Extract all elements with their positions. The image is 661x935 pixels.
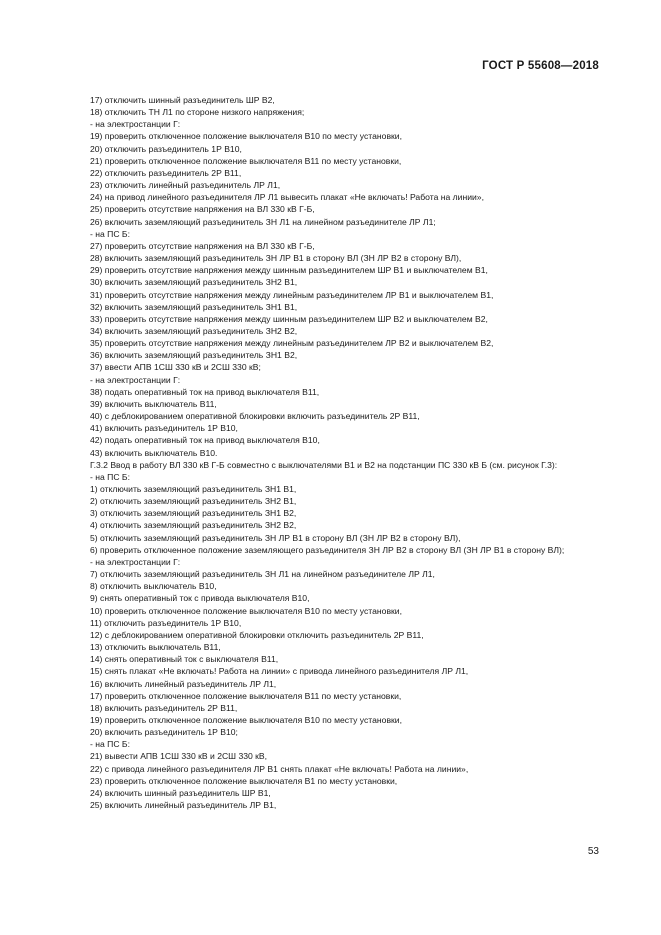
- list-item: 40) с деблокированием оперативной блокировки включить разъединитель 2Р В11,: [90, 411, 420, 422]
- list-item: 13) отключить выключатель В11,: [90, 642, 221, 653]
- list-item: 30) включить заземляющий разъединитель ЗН2 В1,: [90, 277, 298, 288]
- list-item: 20) отключить разъединитель 1Р В10,: [90, 143, 242, 154]
- list-item: 38) подать оперативный ток на привод выключателя В11,: [90, 386, 320, 397]
- list-item: 23) отключить линейный разъединитель ЛР Л1,: [90, 180, 281, 191]
- list-item: 3) отключить заземляющий разъединитель ЗН1 В2,: [90, 508, 297, 519]
- procedure-list-2a: [62, 471, 601, 544]
- list-item: 22) отключить разъединитель 2Р В11,: [90, 167, 242, 178]
- list-item: 25) включить линейный разъединитель ЛР В1,: [90, 800, 277, 811]
- list-item: 16) включить линейный разъединитель ЛР Л1,: [90, 678, 277, 689]
- list-item: 19) проверить отключенное положение выключателя В10 по месту установки,: [90, 131, 402, 142]
- list-item: 4) отключить заземляющий разъединитель ЗН2 В2,: [90, 520, 297, 531]
- list-item: 41) включить разъединитель 1Р В10,: [90, 423, 238, 434]
- list-item: 29) проверить отсутствие напряжения между шинным разъединителем ШР В1 и выключателем В1,: [90, 265, 488, 276]
- list-item: 10) проверить отключенное положение выключателя В10 по месту установки,: [90, 605, 402, 616]
- list-item: - на ПС Б:: [90, 228, 130, 239]
- list-item: 14) снять оперативный ток с выключателя В11,: [90, 654, 279, 665]
- list-item: 15) снять плакат «Не включать! Работа на линии» с привода линейного разъединителя ЛР Л1,: [90, 666, 469, 677]
- list-item: 12) с деблокированием оперативной блокировки отключить разъединитель 2Р В11,: [90, 629, 424, 640]
- list-item: 17) проверить отключенное положение выключателя В11 по месту установки,: [90, 690, 402, 701]
- list-item: 5) отключить заземляющий разъединитель ЗН ЛР В1 в сторону ВЛ (ЗН ЛР В2 в сторону ВЛ),: [90, 532, 461, 543]
- list-item: 42) подать оперативный ток на привод выключателя В10,: [90, 435, 320, 446]
- list-item: 1) отключить заземляющий разъединитель ЗН1 В1,: [90, 484, 297, 494]
- list-item: 23) проверить отключенное положение выключателя В1 по месту установки,: [90, 775, 398, 786]
- list-item: 31) проверить отсутствие напряжения между линейным разъединителем ЛР В1 и выключателем В1,: [90, 289, 494, 300]
- list-item: 17) отключить шинный разъединитель ШР В2,: [90, 95, 275, 105]
- list-item: 34) включить заземляющий разъединитель ЗН2 В2,: [90, 325, 298, 336]
- procedure-list-2b: [62, 556, 601, 811]
- list-item: 20) включить разъединитель 1Р В10;: [90, 727, 238, 738]
- list-item: - на ПС Б:: [90, 471, 130, 482]
- list-item: 18) отключить ТН Л1 по стороне низкого напряжения;: [90, 107, 305, 118]
- list-item: 39) включить выключатель В11,: [90, 398, 217, 409]
- list-item: 25) проверить отсутствие напряжения на ВЛ 330 кВ Г-Б,: [90, 204, 315, 215]
- list-item: 7) отключить заземляющий разъединитель ЗН Л1 на линейном разъединителе ЛР Л1,: [90, 569, 435, 580]
- document-body: [62, 94, 601, 811]
- step-paragraph-6: 6) проверить отключенное положение заземляющего разъединителя ЗН ЛР В2 в сторону ВЛ (ЗН ЛР В1 в сторону ВЛ);: [90, 544, 565, 555]
- list-item: 33) проверить отсутствие напряжения между шинным разъединителем ШР В2 и выключателем В2,: [90, 313, 488, 324]
- list-item: - на ПС Б:: [90, 739, 130, 750]
- list-item: 8) отключить выключатель В10,: [90, 581, 217, 592]
- list-item: 43) включить выключатель В10.: [90, 447, 218, 458]
- list-item: 11) отключить разъединитель 1Р В10,: [90, 617, 242, 628]
- page-number: 53: [587, 846, 599, 857]
- list-item: 24) на привод линейного разъединителя ЛР Л1 вывесить плакат «Не включать! Работа на линии»,: [90, 192, 484, 203]
- list-item: 27) проверить отсутствие напряжения на ВЛ 330 кВ Г-Б,: [90, 240, 315, 251]
- procedure-list-1: [62, 94, 601, 459]
- document-header: ГОСТ Р 55608—2018: [482, 60, 599, 72]
- list-item: 22) с привода линейного разъединителя ЛР В1 снять плакат «Не включать! Работа на линии»,: [90, 763, 469, 774]
- list-item: 37) ввести АПВ 1СШ 330 кВ и 2СШ 330 кВ;: [90, 362, 261, 373]
- list-item: 2) отключить заземляющий разъединитель ЗН2 В1,: [90, 496, 297, 507]
- list-item: - на электростанции Г:: [90, 374, 181, 385]
- list-item: 21) проверить отключенное положение выключателя В11 по месту установки,: [90, 155, 402, 166]
- list-item: 21) вывести АПВ 1СШ 330 кВ и 2СШ 330 кВ,: [90, 751, 268, 762]
- list-item: 18) включить разъединитель 2Р В11,: [90, 702, 238, 713]
- list-item: 35) проверить отсутствие напряжения между линейным разъединителем ЛР В2 и выключателем В2,: [90, 338, 494, 349]
- list-item: - на электростанции Г:: [90, 119, 181, 130]
- list-item: 26) включить заземляющий разъединитель ЗН Л1 на линейном разъединителе ЛР Л1;: [90, 216, 436, 227]
- list-item: 19) проверить отключенное положение выключателя В10 по месту установки,: [90, 714, 402, 725]
- list-item: 9) снять оперативный ток с привода выключателя В10,: [90, 593, 310, 604]
- section-paragraph-g32: Г.3.2 Ввод в работу ВЛ 330 кВ Г-Б совместно с выключателями В1 и В2 на подстанции ПС 330 кВ Б (см. рисунок Г.3):: [90, 459, 558, 470]
- list-item: 32) включить заземляющий разъединитель ЗН1 В1,: [90, 301, 298, 312]
- list-item: 24) включить шинный разъединитель ШР В1,: [90, 787, 271, 798]
- list-item: 36) включить заземляющий разъединитель ЗН1 В2,: [90, 350, 298, 361]
- list-item: 28) включить заземляющий разъединитель ЗН ЛР В1 в сторону ВЛ (ЗН ЛР В2 в сторону ВЛ),: [90, 253, 462, 264]
- list-item: - на электростанции Г:: [90, 556, 181, 567]
